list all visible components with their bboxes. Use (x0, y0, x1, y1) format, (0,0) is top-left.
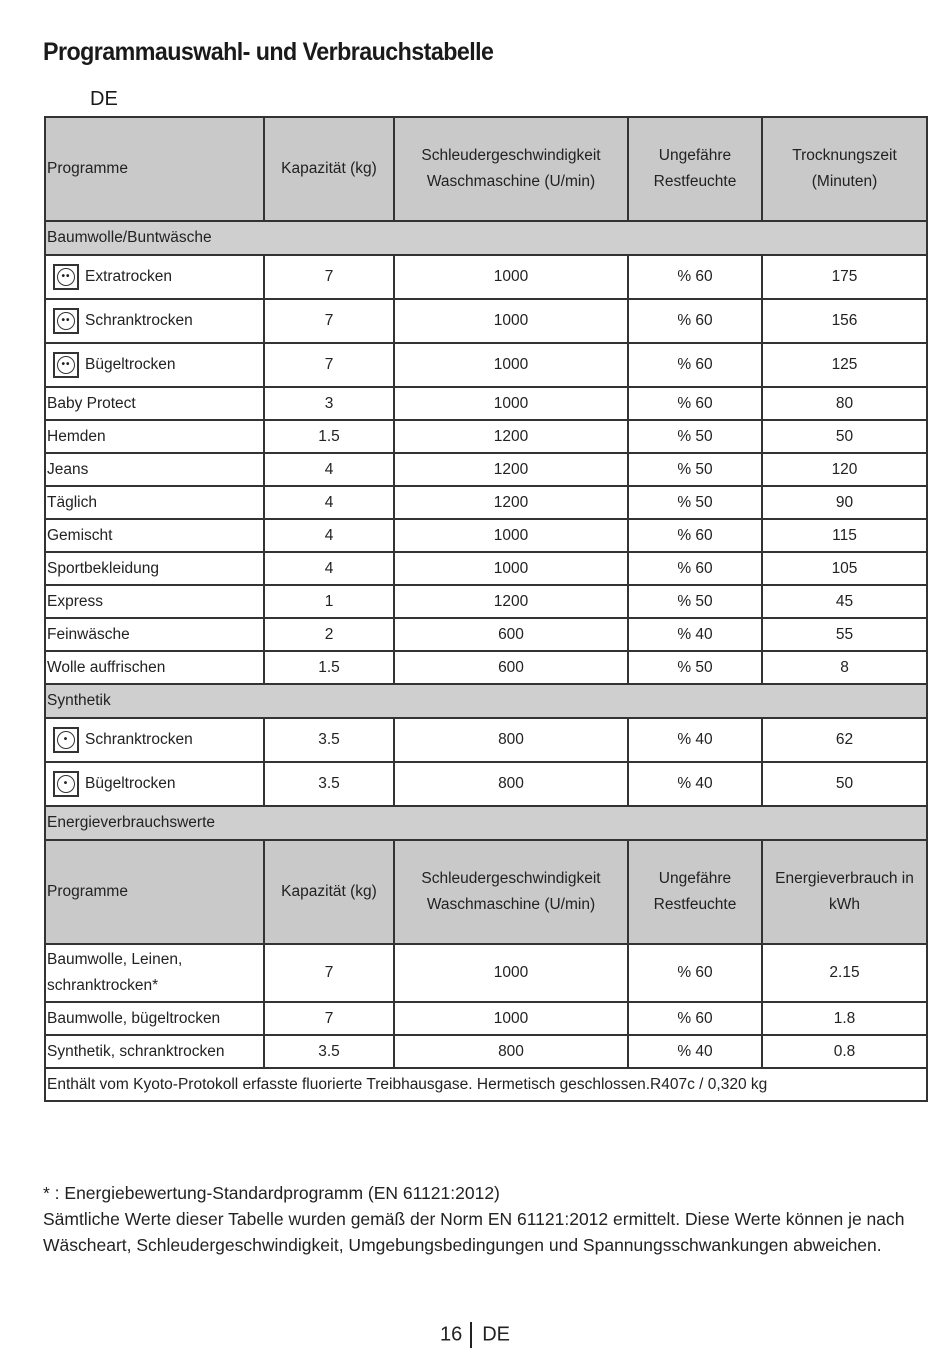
table-row (45, 486, 927, 519)
program-name: Jeans (45, 453, 264, 486)
capacity-cell: 3.5 (264, 1035, 394, 1068)
time-cell: 55 (762, 618, 927, 651)
program-name: Schranktrocken (85, 731, 193, 748)
capacity-cell: 4 (264, 552, 394, 585)
moisture-cell: % 50 (628, 486, 762, 519)
language-label: DE (90, 88, 118, 110)
page-footer (0, 1322, 950, 1348)
table-row (45, 762, 927, 806)
program-name: Express (45, 585, 264, 618)
page-number: 16 (439, 1323, 463, 1346)
table-row (45, 552, 927, 585)
spin-cell: 1000 (394, 1002, 628, 1035)
spin-cell: 800 (394, 718, 628, 762)
moisture-cell: % 60 (628, 255, 762, 299)
table-row (45, 718, 927, 762)
dry-two-dots-icon: •• (53, 352, 79, 378)
spin-cell: 600 (394, 651, 628, 684)
column-header: Energieverbrauch in kWh (762, 840, 927, 944)
column-header: Trocknungszeit (Minuten) (762, 117, 927, 221)
energy-cell: 1.8 (762, 1002, 927, 1035)
moisture-cell: % 50 (628, 453, 762, 486)
column-header: Schleudergeschwindigkeit Waschmaschine (U/min) (394, 117, 628, 221)
capacity-cell: 4 (264, 519, 394, 552)
spin-cell: 1200 (394, 453, 628, 486)
column-header: Ungefähre Restfeuchte (628, 117, 762, 221)
spin-cell: 800 (394, 762, 628, 806)
spin-cell: 1200 (394, 486, 628, 519)
program-name: Synthetik, schranktrocken (45, 1035, 264, 1068)
column-header: Ungefähre Restfeuchte (628, 840, 762, 944)
program-name: Schranktrocken (85, 312, 193, 329)
moisture-cell: % 60 (628, 343, 762, 387)
capacity-cell: 2 (264, 618, 394, 651)
program-cell (45, 255, 264, 299)
program-cell (45, 299, 264, 343)
capacity-cell: 7 (264, 1002, 394, 1035)
capacity-cell: 1.5 (264, 420, 394, 453)
program-name: Extratrocken (85, 268, 173, 285)
section-row (45, 221, 927, 255)
moisture-cell: % 50 (628, 585, 762, 618)
section-label: Synthetik (45, 684, 927, 718)
section-label: Baumwolle/Buntwäsche (45, 221, 927, 255)
capacity-cell: 4 (264, 453, 394, 486)
time-cell: 50 (762, 762, 927, 806)
time-cell: 90 (762, 486, 927, 519)
table-row (45, 944, 927, 1002)
time-cell: 105 (762, 552, 927, 585)
time-cell: 175 (762, 255, 927, 299)
spin-cell: 1200 (394, 420, 628, 453)
energy-cell: 2.15 (762, 944, 927, 1002)
table-row (45, 618, 927, 651)
capacity-cell: 7 (264, 299, 394, 343)
capacity-cell: 7 (264, 343, 394, 387)
program-name: Wolle auffrischen (45, 651, 264, 684)
footnote (43, 1180, 923, 1258)
table-row (45, 651, 927, 684)
table-row (45, 343, 927, 387)
table-row (45, 1035, 927, 1068)
page-title: Programmauswahl- und Verbrauchstabelle (43, 38, 494, 66)
table-header-row (45, 840, 927, 944)
program-name: Täglich (45, 486, 264, 519)
time-cell: 80 (762, 387, 927, 420)
program-cell (45, 718, 264, 762)
capacity-cell: 3 (264, 387, 394, 420)
table-row (45, 453, 927, 486)
moisture-cell: % 60 (628, 519, 762, 552)
note-row (45, 1068, 927, 1101)
time-cell: 62 (762, 718, 927, 762)
column-header: Kapazität (kg) (264, 840, 394, 944)
moisture-cell: % 60 (628, 1002, 762, 1035)
table-row (45, 387, 927, 420)
moisture-cell: % 40 (628, 618, 762, 651)
spin-cell: 1000 (394, 519, 628, 552)
column-header: Kapazität (kg) (264, 117, 394, 221)
section-row (45, 684, 927, 718)
moisture-cell: % 40 (628, 1035, 762, 1068)
table-row (45, 585, 927, 618)
spin-cell: 1000 (394, 255, 628, 299)
moisture-cell: % 60 (628, 944, 762, 1002)
dry-two-dots-icon: •• (53, 264, 79, 290)
table-row (45, 519, 927, 552)
time-cell: 50 (762, 420, 927, 453)
program-cell (45, 343, 264, 387)
spin-cell: 600 (394, 618, 628, 651)
time-cell: 125 (762, 343, 927, 387)
capacity-cell: 3.5 (264, 718, 394, 762)
footer-divider (470, 1322, 472, 1348)
capacity-cell: 3.5 (264, 762, 394, 806)
time-cell: 115 (762, 519, 927, 552)
table-row (45, 255, 927, 299)
refrigerant-note: Enthält vom Kyoto-Protokoll erfasste fluorierte Treibhausgase. Hermetisch geschlossen.R407c / 0,320 kg (45, 1068, 927, 1101)
spin-cell: 1000 (394, 343, 628, 387)
program-name: Baumwolle, bügeltrocken (45, 1002, 264, 1035)
column-header: Programme (45, 840, 264, 944)
section-label: Energieverbrauchswerte (45, 806, 927, 840)
program-name: Baumwolle, Leinen, schranktrocken* (45, 944, 264, 1002)
spin-cell: 1000 (394, 944, 628, 1002)
spin-cell: 1000 (394, 552, 628, 585)
moisture-cell: % 60 (628, 387, 762, 420)
time-cell: 156 (762, 299, 927, 343)
program-cell (45, 762, 264, 806)
capacity-cell: 7 (264, 255, 394, 299)
time-cell: 45 (762, 585, 927, 618)
time-cell: 8 (762, 651, 927, 684)
moisture-cell: % 40 (628, 762, 762, 806)
capacity-cell: 7 (264, 944, 394, 1002)
table-row (45, 299, 927, 343)
capacity-cell: 4 (264, 486, 394, 519)
moisture-cell: % 50 (628, 651, 762, 684)
footnote-line-1: * : Energiebewertung-Standardprogramm (EN 61121:2012) (43, 1183, 500, 1203)
spin-cell: 1000 (394, 387, 628, 420)
table-header-row (45, 117, 927, 221)
spin-cell: 1200 (394, 585, 628, 618)
program-name: Sportbekleidung (45, 552, 264, 585)
dry-two-dots-icon: •• (53, 308, 79, 334)
table-row (45, 420, 927, 453)
moisture-cell: % 50 (628, 420, 762, 453)
dry-one-dot-icon: • (53, 727, 79, 753)
moisture-cell: % 40 (628, 718, 762, 762)
footer-language: DE (482, 1323, 511, 1346)
capacity-cell: 1 (264, 585, 394, 618)
column-header: Programme (45, 117, 264, 221)
footnote-line-2: Sämtliche Werte dieser Tabelle wurden gemäß der Norm EN 61121:2012 ermittelt. Diese Werte können je nach Wäscheart, Schleudergeschwindigkeit, Umgebungsbedingungen und Spannungsschwankungen abweichen. (43, 1209, 905, 1255)
program-name: Bügeltrocken (85, 775, 176, 792)
spin-cell: 800 (394, 1035, 628, 1068)
program-table (44, 116, 928, 1102)
time-cell: 120 (762, 453, 927, 486)
moisture-cell: % 60 (628, 299, 762, 343)
energy-cell: 0.8 (762, 1035, 927, 1068)
program-name: Gemischt (45, 519, 264, 552)
dry-one-dot-icon: • (53, 771, 79, 797)
section-row (45, 806, 927, 840)
capacity-cell: 1.5 (264, 651, 394, 684)
program-name: Baby Protect (45, 387, 264, 420)
moisture-cell: % 60 (628, 552, 762, 585)
program-name: Bügeltrocken (85, 356, 176, 373)
column-header: Schleudergeschwindigkeit Waschmaschine (U/min) (394, 840, 628, 944)
program-name: Hemden (45, 420, 264, 453)
table-row (45, 1002, 927, 1035)
spin-cell: 1000 (394, 299, 628, 343)
program-name: Feinwäsche (45, 618, 264, 651)
